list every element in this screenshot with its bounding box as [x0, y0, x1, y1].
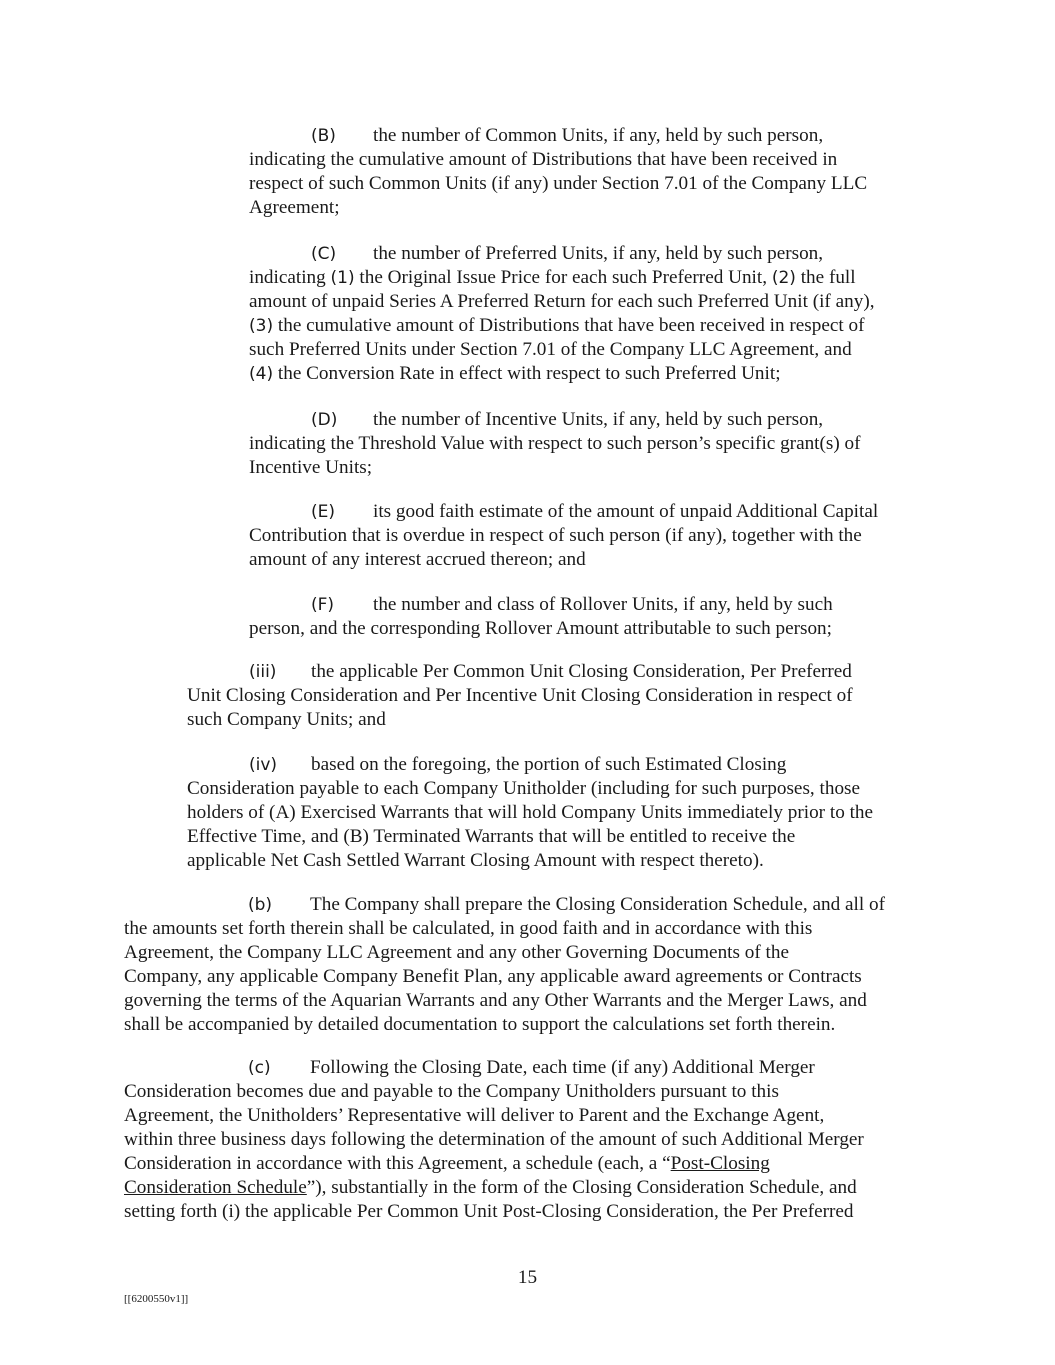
clause-c — [124, 1056, 864, 1224]
clause-text: respect of such Common Units (if any) under Section 7.01 of the Company LLC — [249, 173, 868, 194]
clause-text: Company, any applicable Company Benefit Plan, any applicable award agreements or Contracts — [124, 966, 862, 987]
clause-E — [249, 500, 878, 572]
clause-label: (F) — [311, 595, 335, 615]
clause-text: Contribution that is overdue in respect of such person (if any), together with the — [249, 525, 862, 546]
clause-text: the number of Preferred Units, if any, held by such person, — [373, 243, 824, 264]
enumerator: (3) — [249, 316, 274, 336]
clause-iii — [187, 660, 853, 732]
clause-text: the amounts set forth therein shall be calculated, in good faith and in accordance with this — [124, 918, 813, 939]
clause-text: the full — [795, 267, 856, 288]
clause-text: within three business days following the determination of the amount of such Additional Merger — [124, 1129, 864, 1150]
clause-text: Effective Time, and (B) Terminated Warrants that will be entitled to receive the — [187, 826, 796, 847]
clause-b — [124, 893, 885, 1037]
clause-label: (D) — [311, 410, 338, 430]
clause-label: (iv) — [249, 755, 278, 775]
defined-term: Consideration Schedule — [124, 1177, 307, 1198]
clause-D — [249, 408, 861, 480]
clause-text: person, and the corresponding Rollover Amount attributable to such person; — [249, 618, 832, 639]
clause-text: indicating the cumulative amount of Distributions that have been received in — [249, 149, 838, 170]
clause-text: the applicable Per Common Unit Closing Consideration, Per Preferred — [311, 661, 852, 682]
clause-label: (iii) — [249, 662, 277, 682]
clause-text: the number and class of Rollover Units, if any, held by such — [373, 594, 833, 615]
clause-text: ”), substantially in the form of the Closing Consideration Schedule, and — [306, 1177, 857, 1198]
clause-text: the Original Issue Price for each such Preferred Unit, — [354, 267, 772, 288]
clause-C — [249, 242, 875, 386]
defined-term: Post-Closing — [670, 1153, 770, 1174]
clause-text: its good faith estimate of the amount of unpaid Additional Capital — [373, 501, 879, 522]
clause-text: such Preferred Units under Section 7.01 of the Company LLC Agreement, and — [249, 339, 852, 360]
clause-text: such Company Units; and — [187, 709, 386, 730]
clause-iv — [187, 753, 873, 873]
page-number: 15 — [517, 1267, 538, 1288]
clause-text: Consideration payable to each Company Unitholder (including for such purposes, those — [187, 778, 861, 799]
clause-text: indicating the Threshold Value with respect to such person’s specific grant(s) of — [249, 433, 861, 454]
clause-text: amount of any interest accrued thereon; and — [249, 549, 586, 570]
clause-text: based on the foregoing, the portion of such Estimated Closing — [311, 754, 787, 775]
clause-text: The Company shall prepare the Closing Consideration Schedule, and all of — [310, 894, 885, 915]
clause-text: Unit Closing Consideration and Per Incentive Unit Closing Consideration in respect of — [187, 685, 853, 706]
clause-text: setting forth (i) the applicable Per Common Unit Post-Closing Consideration, the Per Preferred — [124, 1201, 854, 1222]
clause-text: Following the Closing Date, each time (if any) Additional Merger — [310, 1057, 815, 1078]
clause-text: the cumulative amount of Distributions that have been received in respect of — [273, 315, 865, 336]
clause-label: (c) — [248, 1058, 271, 1078]
enumerator: (1) — [330, 268, 355, 288]
clause-label: (C) — [311, 244, 337, 264]
clause-text: amount of unpaid Series A Preferred Return for each such Preferred Unit (if any), — [249, 291, 875, 312]
clause-text: shall be accompanied by detailed documentation to support the calculations set forth therein. — [124, 1014, 836, 1035]
clause-label: (b) — [248, 895, 273, 915]
clause-text: applicable Net Cash Settled Warrant Closing Amount with respect thereto). — [187, 850, 764, 871]
clause-label: (E) — [311, 502, 336, 522]
clause-text: Agreement, the Company LLC Agreement and any other Governing Documents of the — [124, 942, 789, 963]
clause-text: holders of (A) Exercised Warrants that will hold Company Units immediately prior to the — [187, 802, 874, 823]
clause-F — [249, 593, 833, 641]
clause-text: the number of Common Units, if any, held by such person, — [373, 125, 824, 146]
clause-text: Incentive Units; — [249, 457, 373, 478]
clause-text: Agreement, the Unitholders’ Representative will deliver to Parent and the Exchange Agent, — [124, 1105, 825, 1126]
clause-text: Consideration in accordance with this Agreement, a schedule (each, a “ — [124, 1153, 671, 1174]
clause-label: (B) — [311, 126, 336, 146]
clause-B — [249, 124, 867, 220]
enumerator: (4) — [249, 364, 274, 384]
clause-text: the Conversion Rate in effect with respect to such Preferred Unit; — [273, 363, 781, 384]
clause-text: Agreement; — [249, 197, 340, 218]
clause-text: governing the terms of the Aquarian Warrants and any Other Warrants and the Merger Laws, and — [124, 990, 867, 1011]
enumerator: (2) — [771, 268, 796, 288]
clause-text: the number of Incentive Units, if any, held by such person, — [373, 409, 824, 430]
clause-text: indicating — [249, 267, 331, 288]
document-reference: [[6200550v1]] — [124, 1293, 189, 1305]
clause-text: Consideration becomes due and payable to the Company Unitholders pursuant to this — [124, 1081, 779, 1102]
